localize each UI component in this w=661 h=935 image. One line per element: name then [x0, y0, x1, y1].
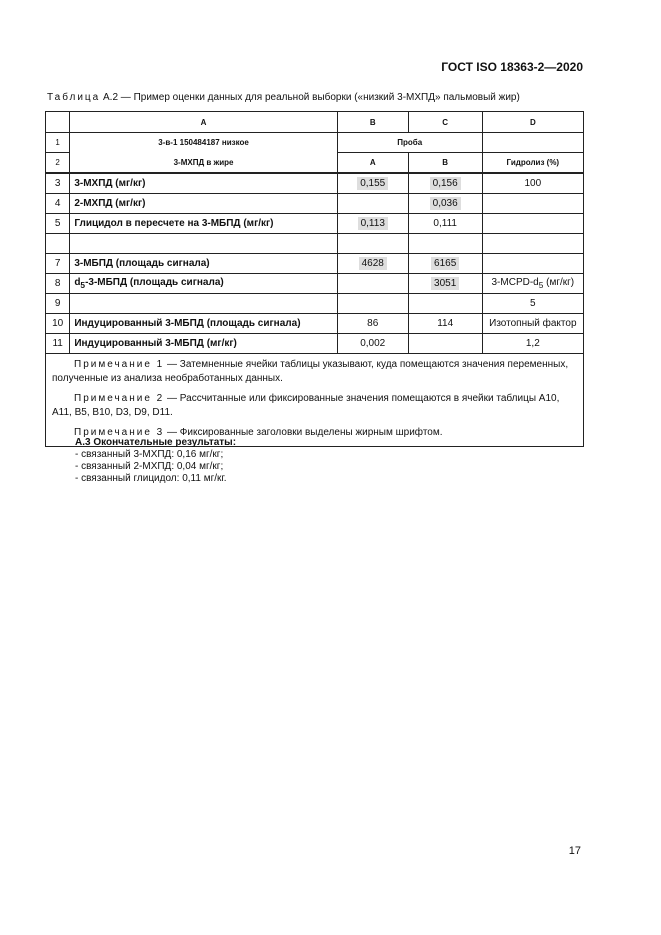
cell-value: [482, 254, 583, 274]
row-number: 5: [46, 214, 70, 234]
note-1: Примечание 1 — Затемненные ячейки таблицы указывают, куда помещаются значения переменных, полученные из анализа необработанных данных.: [52, 359, 569, 384]
cell-value: [337, 294, 408, 314]
row-number: 10: [46, 314, 70, 334]
cell-value: [408, 334, 482, 354]
caption-number: А.2: [103, 92, 119, 103]
row-label: 3-МХПД (мг/кг): [70, 173, 337, 194]
sample-id-cell: 3-в-1 150484187 низкое: [70, 133, 337, 153]
table-row: [46, 274, 584, 294]
cell-value: [337, 234, 408, 254]
row-number: 7: [46, 254, 70, 274]
caption-text: — Пример оценки данных для реальной выборки («низкий 3-МХПД» пальмовый жир): [120, 92, 520, 103]
cell-value: [482, 194, 583, 214]
table-caption: [47, 92, 607, 103]
cell-value: 1,2: [482, 334, 583, 354]
note-2: Примечание 2 — Рассчитанные или фиксированные значения помещаются в ячейки таблицы A10, A11, B5, B10, D3, D9, D11.: [52, 393, 560, 418]
result-item: - связанный 2-МХПД: 0,04 мг/кг;: [75, 461, 224, 472]
cell-value: 0,113: [358, 217, 388, 230]
table-row: [46, 294, 584, 314]
row-label: 2-МХПД (мг/кг): [70, 194, 337, 214]
note-3: Примечание 3 — Фиксированные заголовки выделены жирным шрифтом.: [74, 427, 443, 438]
cell-value: 0,111: [408, 214, 482, 234]
row-label: 3-МБПД (площадь сигнала): [70, 254, 337, 274]
row-number: 3: [46, 173, 70, 194]
row-label: [70, 234, 337, 254]
cell-value: 3051: [431, 277, 459, 290]
final-results: [75, 437, 236, 485]
cell-value: 0,036: [430, 197, 461, 210]
cell-value: 0,002: [337, 334, 408, 354]
row-number: 2: [46, 153, 70, 174]
table-row: [46, 194, 584, 214]
row-label: Индуцированный 3-МБПД (площадь сигнала): [70, 314, 337, 334]
sample-a-header: A: [337, 153, 408, 174]
data-table: [45, 111, 584, 447]
col-header-b: B: [337, 112, 408, 133]
cell-value: $3-MCPD-d_5$ (мг/кг): [482, 274, 583, 294]
cell-value: 4628: [359, 257, 387, 270]
result-item: - связанный 3-МХПД: 0,16 мг/кг;: [75, 449, 224, 460]
cell-value: 6165: [431, 257, 459, 270]
table-row: [46, 133, 584, 153]
row-number: 1: [46, 133, 70, 153]
page-number: 17: [568, 845, 581, 857]
empty-cell: [482, 133, 583, 153]
table-row: [46, 173, 584, 194]
cell-value: 0,156: [430, 177, 461, 190]
cell-value: [337, 274, 408, 294]
row-label: $d_5-3$-МБПД (площадь сигнала): [70, 274, 337, 294]
table-row: [46, 314, 584, 334]
cell-value: [408, 234, 482, 254]
corner-cell: [46, 112, 70, 133]
cell-value: [482, 234, 583, 254]
sample-b-header: B: [408, 153, 482, 174]
cell-value: 0,155: [357, 177, 388, 190]
cell-value: [337, 194, 408, 214]
row-number: 8: [46, 274, 70, 294]
cell-value: Изотопный фактор: [482, 314, 583, 334]
result-item: - связанный глицидол: 0,11 мг/кг.: [75, 473, 227, 484]
table-row: [46, 214, 584, 234]
table-row: [46, 153, 584, 174]
table-row: [46, 334, 584, 354]
col-header-a: A: [70, 112, 337, 133]
notes-cell: [46, 354, 584, 447]
cell-value: 100: [482, 173, 583, 194]
results-title: А.3 Окончательные результаты:: [75, 437, 237, 448]
proba-header: Проба: [337, 133, 482, 153]
table-row: [46, 234, 584, 254]
cell-value: 114: [408, 314, 482, 334]
row-number: 4: [46, 194, 70, 214]
row-number: 11: [46, 334, 70, 354]
col-header-d: D: [482, 112, 583, 133]
cell-value: [408, 294, 482, 314]
col-header-c: C: [408, 112, 482, 133]
caption-prefix: Таблица: [47, 92, 101, 103]
row-label: Глицидол в пересчете на 3-МБПД (мг/кг): [70, 214, 337, 234]
row-label: [70, 294, 337, 314]
column-header-row: [46, 112, 584, 133]
row-number: [46, 234, 70, 254]
row-number: 9: [46, 294, 70, 314]
hydrolysis-header: Гидролиз (%): [482, 153, 583, 174]
cell-value: 5: [482, 294, 583, 314]
row-label: Индуцированный 3-МБПД (мг/кг): [70, 334, 337, 354]
table-row: [46, 254, 584, 274]
sample-type-cell: 3-МХПД в жире: [70, 153, 337, 174]
cell-value: [482, 214, 583, 234]
cell-value: 86: [337, 314, 408, 334]
document-id: ГОСТ ISO 18363-2—2020: [441, 60, 583, 74]
